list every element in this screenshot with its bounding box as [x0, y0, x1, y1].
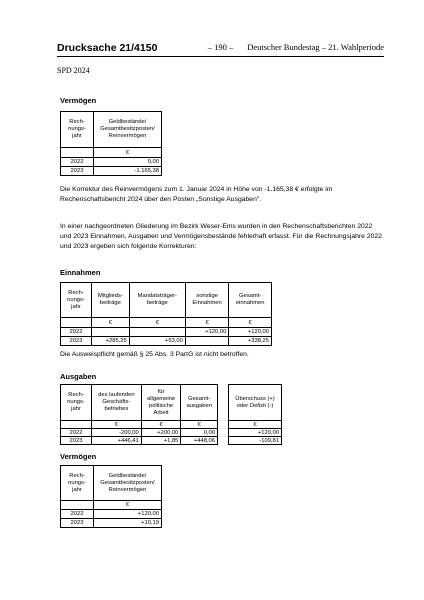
table-row: 2022 -200,00 +200,00 0,00	[61, 429, 218, 437]
section-heading-ausgaben: Ausgaben	[60, 372, 97, 381]
table-row: -109,81	[229, 437, 282, 445]
unit-cell: €	[129, 318, 185, 328]
page-number: – 190 –	[207, 42, 234, 52]
unit-cell: €	[94, 148, 162, 158]
col-header-year: Rech- nungs- jahr	[61, 112, 94, 148]
col-header-year: Rech- nungs- jahr	[61, 466, 94, 501]
col-header: des laufenden Geschäfts- betriebes	[92, 385, 142, 421]
header-publisher: Deutscher Bundestag – 21. Wahlperiode	[247, 42, 384, 52]
section-heading-vermoegen-1: Vermögen	[60, 96, 97, 105]
paragraph-correction: Die Korrektur des Reinvermögens zum 1. Januar 2024 in Höhe von -1.165,38 € erfolgte im Rechenschaftsbericht 2024 über den Posten „Sonstige Ausgaben".	[60, 186, 333, 203]
unit-cell: €	[92, 421, 142, 429]
unit-cell: €	[181, 421, 218, 429]
party-label: SPD 2024	[57, 66, 90, 75]
paragraph-weser-ems: In einer nachgeordneten Gliederung im Bezirk Weser-Ems wurden in den Rechenschaftsberichten 2022 und 2023 Einnahmen, Ausgaben und Vermögensbestände fehlerhaft erfasst. Für die Rechnungsjahre 2022 und 2023 ergeben sich folgende Korrekturen:	[60, 223, 382, 250]
table-vermoegen-1	[60, 111, 162, 176]
col-header: sonstige Einnahmen	[185, 283, 228, 318]
table-ausgaben	[60, 384, 218, 445]
col-header-surplus: Überschuss (+) oder Defizit (-)	[229, 385, 282, 421]
table-row: 2023 +285,25 +53,00 +338,25	[61, 337, 272, 346]
table-einnahmen	[60, 282, 272, 346]
col-header-value: Geldbestände/ Gesamtbesitzposten/ Reinvermögen	[94, 466, 162, 501]
header-rule	[57, 56, 384, 57]
table-row: 2023 -1.165,38	[61, 167, 162, 176]
col-header-value: Geldbestände/ Gesamtbesitzposten/ Reinvermögen	[94, 112, 162, 148]
unit-cell: €	[185, 318, 228, 328]
unit-cell: €	[141, 421, 181, 429]
page-header	[57, 42, 384, 56]
table-vermoegen-2	[60, 465, 162, 528]
unit-cell: €	[229, 318, 272, 328]
unit-cell: €	[229, 421, 282, 429]
col-header-year: Rech- nungs- jahr	[61, 385, 92, 421]
col-header: für allgemeine politische Arbeit	[141, 385, 181, 421]
table-row: 2022 0,00	[61, 158, 162, 167]
col-header: Mandatsträger- beiträge	[129, 283, 185, 318]
col-header-year: Rech- nungs- jahr	[61, 283, 92, 318]
section-heading-vermoegen-2: Vermögen	[60, 452, 97, 461]
unit-cell: €	[92, 318, 130, 328]
table-row: 2023 +446,41 +1,85 +448,06	[61, 437, 218, 445]
table-ueberschuss	[228, 384, 282, 445]
table-row: 2023 +10,19	[61, 519, 162, 528]
table-row: +120,00	[229, 429, 282, 437]
document-number: Drucksache 21/4150	[57, 42, 158, 54]
paragraph-ausweispflicht: Die Ausweispflicht gemäß § 25 Abs. 3 PartG ist nicht betroffen.	[60, 351, 249, 358]
col-header: Gesamt- einnahmen	[229, 283, 272, 318]
col-header: Mitglieds- beiträge	[92, 283, 130, 318]
section-heading-einnahmen: Einnahmen	[60, 268, 101, 277]
col-header: Gesamt- ausgaben	[181, 385, 218, 421]
table-row: 2022 +120,00	[61, 510, 162, 519]
table-row: 2022 +120,00 +120,00	[61, 328, 272, 337]
unit-cell: €	[94, 501, 162, 510]
